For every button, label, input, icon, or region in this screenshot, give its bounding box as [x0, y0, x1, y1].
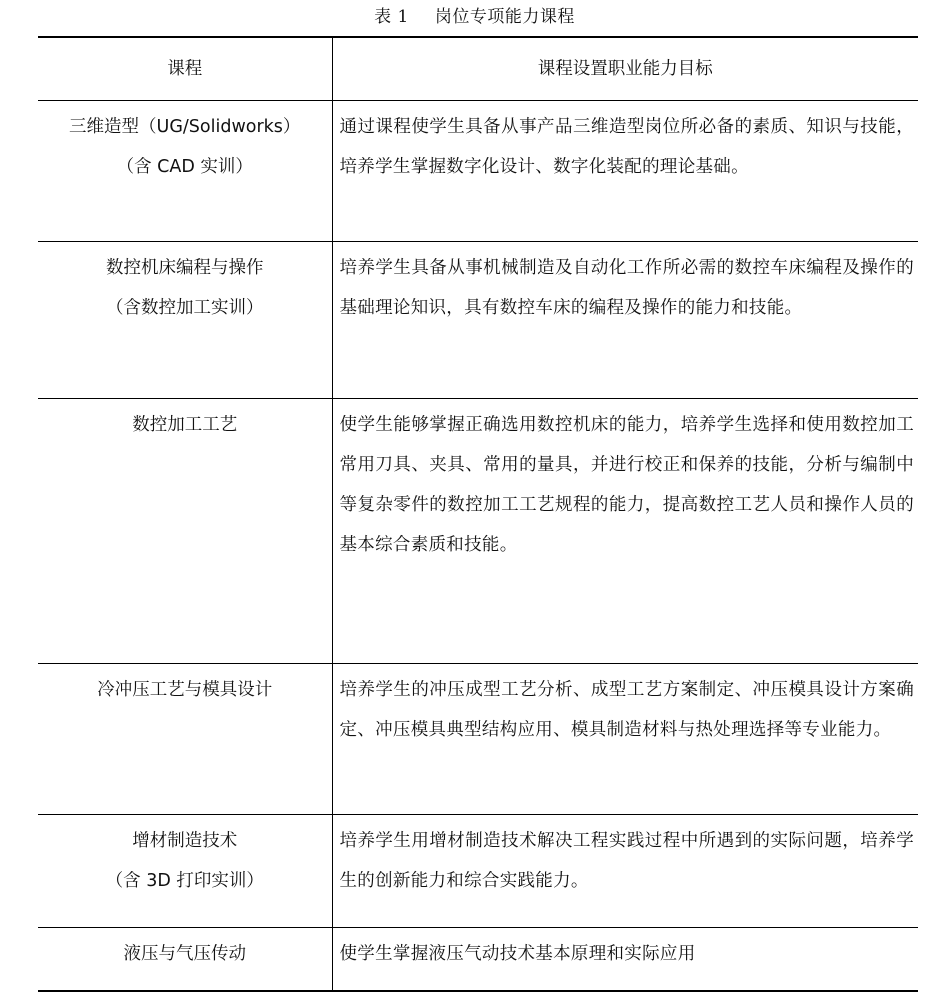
course-name: 数控机床编程与操作 — [106, 258, 264, 278]
course-note: （含 3D 打印实训） — [105, 871, 264, 891]
table-row — [38, 664, 918, 815]
table-caption — [0, 2, 949, 32]
course-cell — [38, 928, 332, 992]
table-header-row — [38, 37, 918, 101]
goal-cell: 使学生掌握液压气动技术基本原理和实际应用 — [332, 928, 918, 992]
course-name: 数控加工工艺 — [132, 415, 238, 435]
course-name: 冷冲压工艺与模具设计 — [97, 680, 273, 700]
goal-cell: 使学生能够掌握正确选用数控机床的能力，培养学生选择和使用数控加工常用刀具、夹具、常用的量具，并进行校正和保养的技能，分析与编制中等复杂零件的数控加工工艺规程的能力，提高数控工艺人员和操作人员的基本综合素质和技能。 — [332, 399, 918, 664]
header-course: 课程 — [38, 37, 332, 101]
course-name: 液压与气压传动 — [123, 944, 246, 964]
course-table — [38, 36, 918, 992]
course-cell — [38, 664, 332, 815]
header-goal: 课程设置职业能力目标 — [332, 37, 918, 101]
course-cell — [38, 399, 332, 664]
caption-title: 岗位专项能力课程 — [434, 7, 575, 27]
caption-label: 表 1 — [374, 7, 409, 27]
course-note: （含数控加工实训） — [106, 298, 264, 318]
goal-cell: 培养学生用增材制造技术解决工程实践过程中所遇到的实际问题，培养学生的创新能力和综合实践能力。 — [332, 815, 918, 928]
course-name: 增材制造技术 — [132, 831, 238, 851]
course-name: 三维造型（UG/Solidworks） — [69, 117, 301, 137]
course-cell — [38, 815, 332, 928]
table-row — [38, 242, 918, 399]
goal-cell: 通过课程使学生具备从事产品三维造型岗位所必备的素质、知识与技能，培养学生掌握数字化设计、数字化装配的理论基础。 — [332, 101, 918, 242]
course-cell — [38, 242, 332, 399]
table-row — [38, 928, 918, 992]
course-note: （含 CAD 实训） — [116, 157, 253, 177]
course-cell — [38, 101, 332, 242]
goal-cell: 培养学生的冲压成型工艺分析、成型工艺方案制定、冲压模具设计方案确定、冲压模具典型结构应用、模具制造材料与热处理选择等专业能力。 — [332, 664, 918, 815]
table-row — [38, 399, 918, 664]
table-row — [38, 815, 918, 928]
goal-cell: 培养学生具备从事机械制造及自动化工作所必需的数控车床编程及操作的基础理论知识，具有数控车床的编程及操作的能力和技能。 — [332, 242, 918, 399]
table-row — [38, 101, 918, 242]
